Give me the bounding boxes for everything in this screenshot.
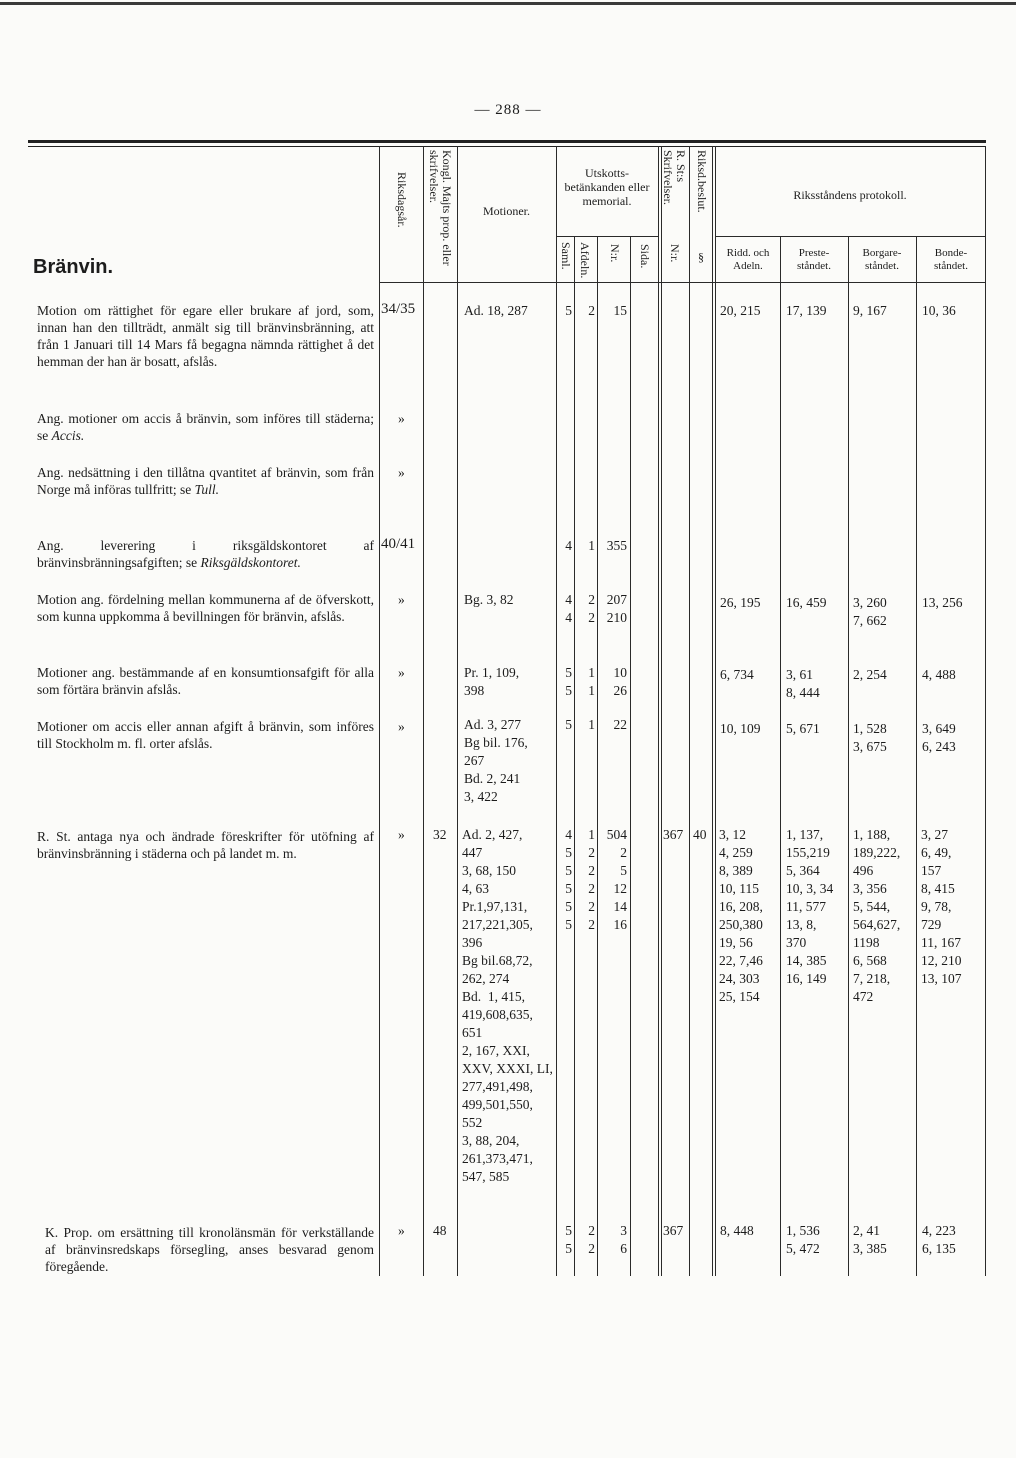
header-committee: Utskotts- betänkanden eller memorial.	[564, 166, 650, 208]
col-line-afd	[574, 236, 575, 1276]
row-6-motions: Pr. 1, 109, 398	[464, 665, 520, 698]
row-1-borg: 9, 167	[853, 303, 887, 318]
header-rule-thin	[28, 146, 986, 147]
row-6-afd: 1 1	[588, 665, 595, 698]
row-8-rst: 367	[663, 827, 684, 842]
header-saml: Saml.	[559, 242, 573, 270]
row-6-bonde: 4, 488	[922, 667, 956, 682]
header-protocol: Riksståndens protokoll.	[793, 188, 907, 202]
row-7-ridd: 10, 109	[720, 721, 761, 736]
row-9-prest: 1, 536 5, 472	[786, 1223, 820, 1256]
row-4-nr: 355	[606, 538, 627, 553]
row-1-year: 34/35	[381, 301, 416, 317]
row-4-year: 40/41	[381, 536, 416, 552]
row-9-year: »	[398, 1223, 405, 1238]
row-8-afd: 1 2 2 2 2 2	[588, 827, 595, 932]
row-2-reference: Accis.	[51, 428, 85, 443]
header-estates-letters-nr: N:r.	[668, 244, 682, 263]
col-line-para	[712, 146, 713, 1276]
row-9-borg: 2, 41 3, 385	[853, 1223, 887, 1256]
header-nr: N:r.	[608, 244, 622, 263]
row-1-prest: 17, 139	[786, 303, 827, 318]
row-8-ridd: 3, 12 4, 259 8, 389 10, 115 16, 208, 250,380 19, 56 22, 7,46 24, 303 25, 154	[719, 827, 763, 1004]
header-sida: Sida.	[638, 244, 652, 269]
row-9-saml: 5 5	[565, 1223, 572, 1256]
row-8-description: R. St. antaga nya och ändrade föreskrifter för utöfning af bränvinsbränning i städerna och på landet m. m.	[37, 829, 374, 861]
section-title: Bränvin.	[33, 256, 114, 278]
row-2-year: »	[398, 411, 405, 426]
row-4-afd: 1	[588, 538, 595, 553]
row-7-bonde: 3, 649 6, 243	[922, 721, 956, 754]
col-line-motions	[457, 146, 458, 1276]
col-line-right	[985, 146, 986, 1276]
header-afd: Afdeln.	[578, 242, 592, 279]
row-5-motions: Bg. 3, 82	[464, 592, 514, 607]
header-year: Riksdagsår.	[395, 172, 409, 228]
header-ridd: Ridd. och Adeln.	[726, 247, 770, 272]
col-line-year	[379, 146, 380, 1276]
row-2-description	[37, 410, 374, 444]
col-line-bonde	[916, 236, 917, 1276]
row-7-nr: 22	[613, 717, 627, 732]
row-9-description: K. Prop. om ersättning till kronolänsmän för verkställande af bränvinsredskaps försegling, anses besvarad genom föregående.	[45, 1225, 374, 1274]
row-5-description: Motion ang. fördelning mellan kommunerna af de öfverskott, som kunna uppkomma å bevillningen för bränvin, afslås.	[37, 592, 374, 624]
row-5-saml: 4 4	[565, 592, 572, 625]
row-5-prest: 16, 459	[786, 595, 827, 610]
row-7-prest: 5, 671	[786, 721, 820, 736]
header-decision: Riksd.beslut.	[695, 150, 709, 213]
row-7-afd: 1	[588, 717, 595, 732]
row-8-year: »	[398, 827, 405, 842]
row-4-description	[37, 537, 374, 571]
row-8-para: 40	[693, 827, 707, 842]
header-bonde: Bonde- ståndet.	[934, 247, 968, 272]
row-8-saml: 4 5 5 5 5 5	[565, 827, 572, 932]
col-line-prop	[423, 146, 424, 1276]
row-6-year: »	[398, 665, 405, 680]
col-line-protocol	[715, 146, 716, 1276]
row-6-description: Motioner ang. bestämmande af en konsumtionsafgift för alla som förtära bränvin afslås.	[37, 665, 374, 697]
row-5-ridd: 26, 195	[720, 595, 761, 610]
row-5-borg: 3, 260 7, 662	[853, 595, 887, 628]
row-9-bonde: 4, 223 6, 135	[922, 1223, 956, 1256]
header-royal-prop: Kongl. Majts prop. eller skrifvelser.	[427, 150, 454, 266]
row-1-description: Motion om rättighet för egare eller brukare af jord, som, innan han den tillträdt, anmält sig till bränvinsbränning, att från 1 Januari till 14 Mars få begagna nämnda rättighet å det hemman der han är bosatt, afslås.	[37, 303, 374, 369]
row-6-borg: 2, 254	[853, 667, 887, 682]
row-9-rst: 367	[663, 1223, 684, 1238]
header-prest: Preste- ståndet.	[797, 247, 831, 272]
row-8-prop: 32	[433, 827, 447, 842]
header-motions: Motioner.	[483, 204, 530, 218]
row-3-reference: Tull.	[194, 482, 219, 497]
row-9-ridd: 8, 448	[720, 1223, 754, 1238]
col-line-prest	[780, 236, 781, 1276]
page-number: — 288 —	[474, 102, 542, 118]
row-8-motions: Ad. 2, 427, 447 3, 68, 150 4, 63 Pr.1,97,131, 217,221,305, 396 Bg bil.68,72, 262, 274 Bd. 1, 415, 419,608,635, 651 2, 167, XXI, XXV, XXXI, LI, 277,491,498, 499,501,550, 552 3, 88, 204, 261,373,471, 547, 585	[462, 827, 553, 1184]
row-7-description: Motioner om accis eller annan afgift å bränvin, som införes till Stockholm m. fl. orter afslås.	[37, 719, 374, 751]
row-7-year: »	[398, 719, 405, 734]
row-6-saml: 5 5	[565, 665, 572, 698]
row-6-nr: 10 26	[613, 665, 627, 698]
col-line-decision	[689, 146, 690, 1276]
row-3-description	[37, 464, 374, 498]
col-line-rst-a	[658, 146, 659, 1276]
header-bottom-line	[379, 282, 985, 283]
row-7-saml: 5	[565, 717, 572, 732]
row-1-nr: 15	[613, 303, 627, 318]
row-1-bonde: 10, 36	[922, 303, 956, 318]
row-4-text: Ang. leverering i riksgäldskontoret af bränvinsbränningsafgiften; se	[37, 538, 374, 570]
row-8-borg: 1, 188, 189,222, 496 3, 356 5, 544, 564,627, 1198 6, 568 7, 218, 472	[853, 827, 901, 1004]
row-6-ridd: 6, 734	[720, 667, 754, 682]
header-rule-thick	[28, 140, 986, 143]
scan-top-border	[0, 2, 1016, 5]
header-estates-letters: R. St:s Skrifvelser.	[661, 150, 688, 205]
row-5-afd: 2 2	[588, 592, 595, 625]
row-1-ridd: 20, 215	[720, 303, 761, 318]
row-3-year: »	[398, 465, 405, 480]
committee-subheader-line	[556, 236, 658, 237]
row-9-nr: 3 6	[620, 1223, 627, 1256]
row-7-borg: 1, 528 3, 675	[853, 721, 887, 754]
row-6-prest: 3, 61 8, 444	[786, 667, 820, 700]
row-8-nr: 504 2 5 12 14 16	[606, 827, 627, 932]
col-line-nr	[597, 236, 598, 1276]
row-9-prop: 48	[433, 1223, 447, 1238]
row-1-afd: 2	[588, 303, 595, 318]
row-1-saml: 5	[565, 303, 572, 318]
row-8-prest: 1, 137, 155,219 5, 364 10, 3, 34 11, 577 13, 8, 370 14, 385 16, 149	[786, 827, 834, 986]
col-line-rst-b	[661, 146, 662, 1276]
row-1-motions: Ad. 18, 287	[464, 303, 528, 318]
header-decision-para: §	[698, 250, 704, 264]
col-line-borg	[848, 236, 849, 1276]
row-7-motions: Ad. 3, 277 Bg bil. 176, 267 Bd. 2, 241 3, 422	[464, 717, 528, 804]
header-borg: Borgare- ståndet.	[862, 247, 902, 272]
row-4-reference: Riksgäldskontoret.	[200, 555, 301, 570]
row-5-bonde: 13, 256	[922, 595, 963, 610]
row-5-nr: 207 210	[606, 592, 627, 625]
row-2-text: Ang. motioner om accis å bränvin, som införes till städerna; se	[37, 411, 374, 443]
row-8-bonde: 3, 27 6, 49, 157 8, 415 9, 78, 729 11, 167 12, 210 13, 107	[921, 827, 962, 986]
row-9-afd: 2 2	[588, 1223, 595, 1256]
row-5-year: »	[398, 592, 405, 607]
col-line-sida	[630, 236, 631, 1276]
row-4-saml: 4	[565, 538, 572, 553]
protocol-subheader-line	[715, 236, 985, 237]
row-3-text: Ang. nedsättning i den tillåtna qvantitet af bränvin, som från Norge må införas tullfritt; se	[37, 465, 374, 497]
